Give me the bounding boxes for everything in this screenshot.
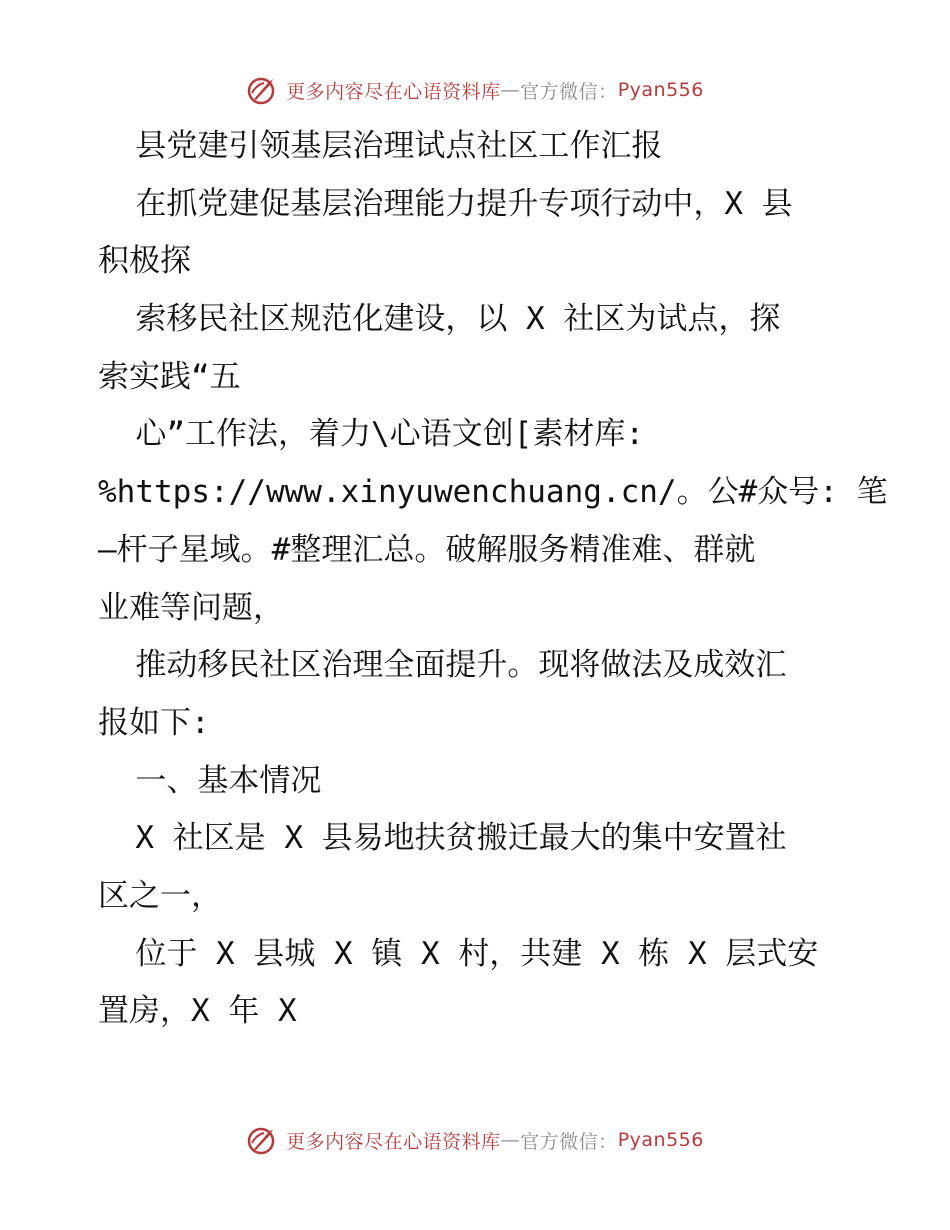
section-heading: 一、基本情况 [98, 762, 322, 799]
footer-watermark-banner [0, 1120, 950, 1160]
document-body [98, 118, 888, 1041]
text-line: 在抓党建促基层治理能力提升专项行动中，X 县 [98, 185, 793, 222]
banner-official-label: 官方微信： [520, 1130, 618, 1153]
text-line: 索实践“五 [98, 358, 241, 395]
header-watermark-banner [0, 70, 950, 110]
text-line: 位于 X 县城 X 镇 X 村，共建 X 栋 X 层式安 [98, 935, 819, 972]
banner-text: 更多内容尽在心语资料库 [286, 1130, 501, 1153]
text-line: %https://www.xinyuwenchuang.cn/。公#众号: 笔 [98, 474, 888, 511]
banner-wechat-id: Pyan556 [617, 79, 704, 101]
text-line: 置房，X 年 X [98, 993, 297, 1030]
text-line: 心”工作法，着力\心语文创[素材库: [98, 416, 644, 453]
text-line: 报如下: [98, 704, 210, 741]
banner-official-label: 官方微信： [520, 80, 618, 103]
banner-wechat-id: Pyan556 [617, 1129, 704, 1151]
banner-text: 更多内容尽在心语资料库 [286, 80, 501, 103]
pen-logo-icon [246, 73, 280, 107]
text-line: 索移民社区规范化建设，以 X 社区为试点，探 [98, 301, 781, 338]
banner-dash: — [500, 1129, 521, 1151]
text-line: 业难等问题， [98, 589, 284, 626]
pen-logo-icon [246, 1123, 280, 1157]
text-line: 推动移民社区治理全面提升。现将做法及成效汇 [98, 647, 787, 684]
banner-dash: — [500, 79, 521, 101]
text-line: 县党建引领基层治理试点社区工作汇报 [98, 128, 663, 164]
text-line: 区之一， [98, 877, 222, 914]
text-line: X 社区是 X 县易地扶贫搬迁最大的集中安置社 [98, 820, 787, 857]
text-line: 积极探 [98, 243, 191, 280]
text-line: —杆子星域。#整理汇总。破解服务精准难、群就 [98, 531, 756, 568]
